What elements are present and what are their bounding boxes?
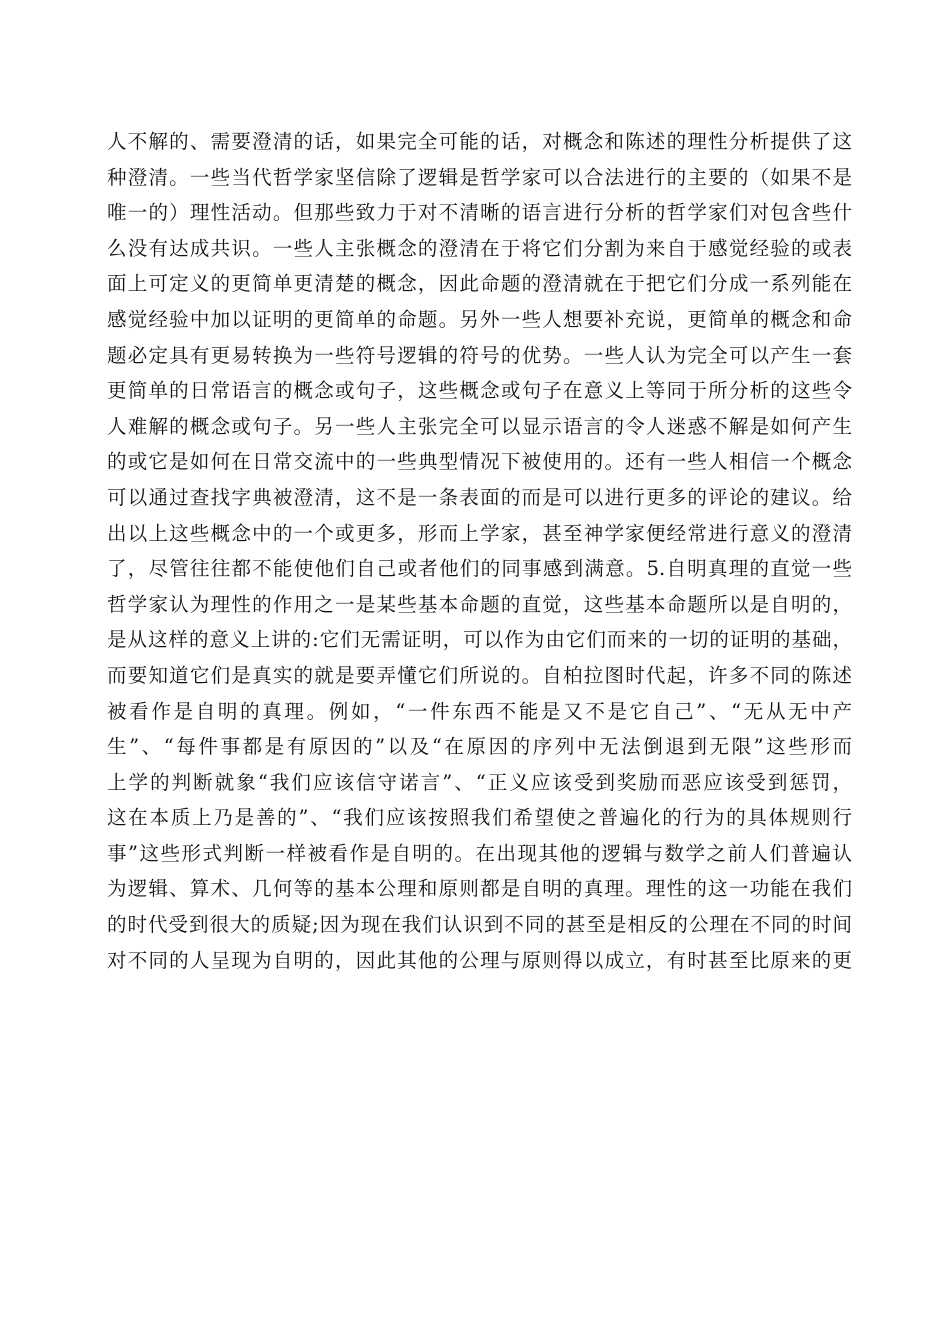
text-line-22: 为逻辑、算术、几何等的基本公理和原则都是自明的真理。理性的这一功能在我们 xyxy=(107,877,852,901)
text-line-18: 生”、“每件事都是有原因的”以及“在原因的序列中无法倒退到无限”这些形而 xyxy=(107,735,852,759)
text-line-23: 的时代受到很大的质疑;因为现在我们认识到不同的甚至是相反的公理在不同的时间 xyxy=(107,913,852,937)
text-line-11: 可以通过查找字典被澄清，这不是一条表面的而是可以进行更多的评论的建议。给 xyxy=(107,485,852,509)
text-line-17: 被看作是自明的真理。例如，“一件东西不能是又不是它自己”、“无从无中产 xyxy=(107,699,852,723)
text-line-1: 人不解的、需要澄清的话，如果完全可能的话，对概念和陈述的理性分析提供了这 xyxy=(107,130,852,153)
text-line-4: 么没有达成共识。一些人主张概念的澄清在于将它们分割为来自于感觉经验的或表 xyxy=(107,236,852,260)
text-line-12: 出以上这些概念中的一个或更多，形而上学家，甚至神学家便经常进行意义的澄清 xyxy=(107,521,852,545)
text-line-2: 种澄清。一些当代哲学家坚信除了逻辑是哲学家可以合法进行的主要的（如果不是 xyxy=(107,165,852,189)
text-line-3: 唯一的）理性活动。但那些致力于对不清晰的语言进行分析的哲学家们对包含些什 xyxy=(107,201,852,225)
text-line-15: 是从这样的意义上讲的:它们无需证明，可以作为由它们而来的一切的证明的基础， xyxy=(107,628,852,652)
text-line-21: 事”这些形式判断一样被看作是自明的。在出现其他的逻辑与数学之前人们普遍认 xyxy=(107,841,852,865)
text-line-8: 更简单的日常语言的概念或句子，这些概念或句子在意义上等同于所分析的这些令 xyxy=(107,379,852,403)
text-line-6: 感觉经验中加以证明的更简单的命题。另外一些人想要补充说，更简单的概念和命 xyxy=(107,307,852,331)
text-line-7: 题必定具有更易转换为一些符号逻辑的符号的优势。一些人认为完全可以产生一套 xyxy=(107,343,852,367)
body-text xyxy=(107,124,852,978)
text-line-10: 的或它是如何在日常交流中的一些典型情况下被使用的。还有一些人相信一个概念 xyxy=(107,450,852,474)
text-line-5: 面上可定义的更简单更清楚的概念，因此命题的澄清就在于把它们分成一系列能在 xyxy=(107,272,852,296)
text-line-14: 哲学家认为理性的作用之一是某些基本命题的直觉，这些基本命题所以是自明的， xyxy=(107,592,852,616)
text-line-24: 对不同的人呈现为自明的，因此其他的公理与原则得以成立，有时甚至比原来的更 xyxy=(107,948,852,972)
text-line-16: 而要知道它们是真实的就是要弄懂它们所说的。自柏拉图时代起，许多不同的陈述 xyxy=(107,663,852,687)
text-line-19: 上学的判断就象“我们应该信守诺言”、“正义应该受到奖励而恶应该受到惩罚， xyxy=(107,770,852,794)
text-line-9: 人难解的概念或句子。另一些人主张完全可以显示语言的令人迷惑不解是如何产生 xyxy=(107,414,852,438)
text-line-20: 这在本质上乃是善的”、“我们应该按照我们希望使之普遍化的行为的具体规则行 xyxy=(107,806,852,830)
text-line-13: 了，尽管往往都不能使他们自己或者他们的同事感到满意。5.自明真理的直觉一些 xyxy=(107,557,852,581)
